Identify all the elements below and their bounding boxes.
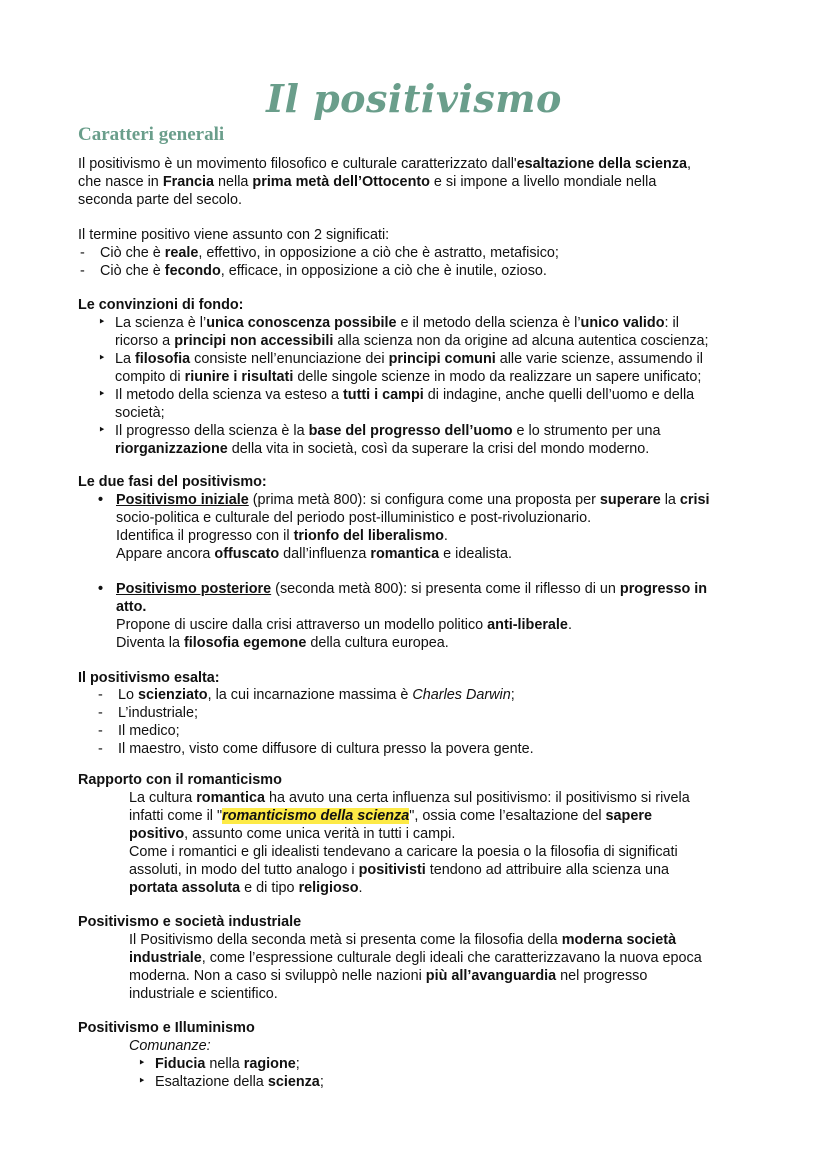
fasi-heading-wrap bbox=[78, 473, 778, 491]
societa-heading-wrap bbox=[78, 913, 778, 931]
convinzioni-section bbox=[78, 296, 778, 314]
convinzioni-list-wrap bbox=[98, 314, 758, 458]
list-item: ‣ La scienza è l’unica conoscenza possibile e il metodo della scienza è l’unico valido: il ricorso a principi non accessibili alla scienza non da origine ad alcuna autentica coscienza; bbox=[98, 314, 758, 350]
text: seconda parte del secolo. bbox=[78, 192, 243, 208]
romanticismo-paragraph: La cultura romantica ha avuto una certa influenza sul positivismo: il positivismo si rivela infatti come il "romanticismo della scienza", ossia come l’esaltazione del sapere positivo, assunto come unica verità in tutti i campi. Come i romantici e gli idealisti tendevano a caricare la poesia o la filosofia di significati assoluti, in modo del tutto analogo i positivisti tendono ad attribuire alla scienza una portata assoluta e di tipo religioso. bbox=[129, 790, 690, 896]
emphasis: prima metà dell’Ottocento bbox=[252, 174, 430, 190]
list-item: ‣ Il progresso della scienza è la base del progresso dell’uomo e lo strumento per una riorganizzazione della vita in società, così da superare la crisi del mondo moderno. bbox=[98, 422, 758, 458]
list-item: ‣ La filosofia consiste nell’enunciazione dei principi comuni alle varie scienze, assumendo il compito di riunire i risultati delle singole scienze in modo da realizzare un sapere unificato; bbox=[98, 350, 758, 386]
comunanze-list bbox=[138, 1055, 778, 1091]
list-item: - Ciò che è reale, effettivo, in opposizione a ciò che è astratto, metafisico; bbox=[78, 244, 778, 262]
list-item: - L’industriale; bbox=[96, 704, 776, 722]
section-heading: Rapporto con il romanticismo bbox=[78, 772, 282, 788]
list-item: ‣ Il metodo della scienza va esteso a tutti i campi di indagine, anche quelli dell’uomo e della società; bbox=[98, 386, 758, 422]
text: che nasce in bbox=[78, 174, 163, 190]
esalta-heading-wrap bbox=[78, 669, 778, 687]
intro-paragraph bbox=[78, 155, 778, 209]
section-heading: Le due fasi del positivismo: bbox=[78, 474, 267, 490]
highlight: romanticismo della scienza bbox=[222, 808, 410, 824]
convinzioni-list bbox=[98, 314, 758, 458]
list-item: - Ciò che è fecondo, efficace, in opposizione a ciò che è inutile, ozioso. bbox=[78, 262, 778, 280]
termine-paragraph bbox=[78, 226, 778, 280]
page-title: Il positivismo bbox=[266, 76, 562, 121]
text: Il termine positivo viene assunto con 2 significati: bbox=[78, 227, 390, 243]
list-item: - Il maestro, visto come diffusore di cultura presso la povera gente. bbox=[96, 740, 776, 758]
esalta-list bbox=[96, 686, 776, 758]
fasi-list bbox=[96, 580, 776, 652]
section-heading: Il positivismo esalta: bbox=[78, 670, 220, 686]
text: , bbox=[687, 156, 692, 172]
emphasis: Francia bbox=[162, 174, 215, 190]
societa-paragraph: Il Positivismo della seconda metà si presenta come la filosofia della moderna società industriale, come l’espressione culturale degli ideali che caratterizzavano la nuova epoca moderna. Non a caso si sviluppò nelle nazioni più all’avanguardia nel progresso industriale e scientifico. bbox=[129, 932, 702, 1002]
text: e si impone a livello mondiale nella bbox=[429, 174, 657, 190]
meanings-list bbox=[78, 244, 778, 280]
list-item: ‣ Esaltazione della scienza; bbox=[138, 1073, 778, 1091]
section-heading: Positivismo e Illuminismo bbox=[78, 1020, 255, 1036]
list-item: • Positivismo posteriore (seconda metà 800): si presenta come il riflesso di un progresso in atto. Propone di uscire dalla crisi attraverso un modello politico anti-liberale. Diventa la filosofia egemone della cultura europea. bbox=[96, 580, 776, 652]
comunanze-list-wrap bbox=[138, 1055, 778, 1091]
section-heading: Le convinzioni di fondo: bbox=[78, 297, 244, 313]
fasi-iniziale bbox=[96, 491, 776, 563]
text: Il positivismo è un movimento filosofico e culturale caratterizzato dall' bbox=[78, 156, 517, 172]
comunanze-label-wrap bbox=[129, 1037, 789, 1055]
list-item: - Il medico; bbox=[96, 722, 776, 740]
comunanze-label: Comunanze: bbox=[129, 1038, 211, 1054]
text: nella bbox=[214, 174, 253, 190]
romanticismo-heading-wrap bbox=[78, 771, 778, 789]
section-title: Caratteri generali bbox=[78, 124, 225, 145]
list-item: • Positivismo iniziale (prima metà 800): si configura come una proposta per superare la crisi socio-politica e culturale del periodo post-illuministico e post-rivoluzionario. Identifica il progresso con il trionfo del liberalismo. Appare ancora offuscato dall’influenza romantica e idealista. bbox=[96, 491, 776, 563]
illuminismo-heading-wrap bbox=[78, 1019, 778, 1037]
fasi-list bbox=[96, 491, 776, 563]
section-heading: Positivismo e società industriale bbox=[78, 914, 302, 930]
fasi-posteriore bbox=[96, 580, 776, 652]
esalta-list-wrap bbox=[96, 686, 776, 758]
list-item: - Lo scienziato, la cui incarnazione massima è Charles Darwin; bbox=[96, 686, 776, 704]
emphasis: esaltazione della scienza bbox=[516, 156, 688, 172]
list-item: ‣ Fiducia nella ragione; bbox=[138, 1055, 778, 1073]
